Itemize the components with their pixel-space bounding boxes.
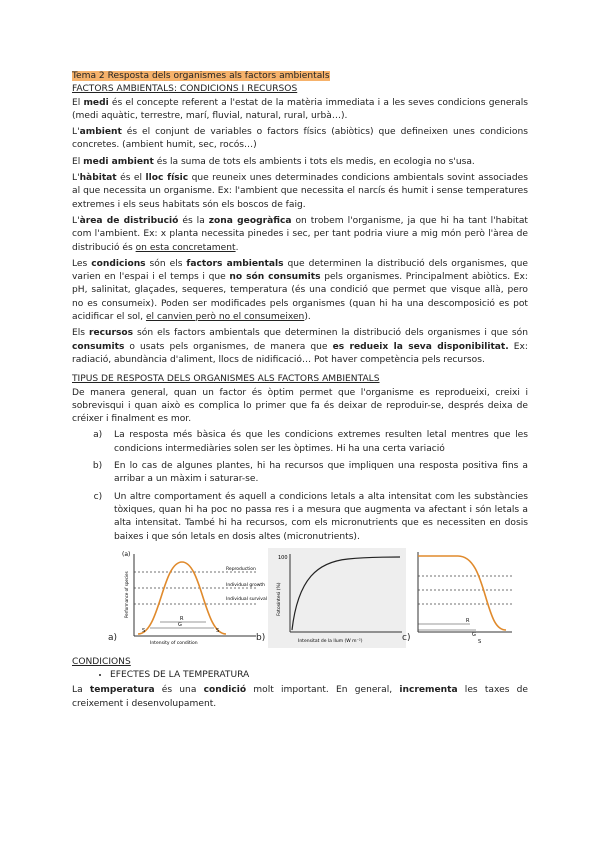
list-item: b. En lo cas de algunes plantes, hi ha recursos que impliquen una resposta positiva fins a arribar a un màxim i saturar-se. <box>108 460 528 487</box>
figure-a-ylabel: Performance of species <box>124 571 129 618</box>
paragraph-medi: El medi és el concepte referent a l'estat de la matèria immediata i a les seves condicions generals (medi aquàtic, terrestre, marí, fluvial, natural, rural, urbà…). <box>72 97 528 121</box>
response-list <box>72 429 528 543</box>
figure-c-label: c) <box>402 632 411 643</box>
figure-a-performance-curve <box>120 548 267 648</box>
figure-a-mark: S <box>216 627 220 634</box>
figure-b-tick: 100 <box>278 554 288 561</box>
paragraph-ambient: L'ambient és el conjunt de variables o factors físics (abiòtics) que defineixen unes condicions concretes. (ambient humit, sec, rocós…) <box>72 127 528 151</box>
figure-b-label: b) <box>256 632 266 643</box>
figure-a-curve <box>138 562 226 634</box>
figure-a-level: Individual growth <box>226 582 266 588</box>
paragraph-general: De manera general, quan un factor és òptim permet que l'organisme es reprodueixi, creixi i sobrevisqui i quan això es complica lo primer que fa és deixar de reproduir-se, després deixa de créixer i finalment es mor. <box>72 387 528 425</box>
figure-b-xlabel: Intensitat de la llum (W m⁻²) <box>298 638 363 644</box>
document-page <box>72 70 528 714</box>
list-item: • EFECTES DE LA TEMPERATURA <box>110 669 528 682</box>
bullet-list <box>72 669 528 682</box>
paragraph-temperatura: La temperatura és una condició molt important. En general, incrementa les taxes de creixement i desenvolupament. <box>72 685 528 709</box>
figure-c-mark: G <box>472 631 476 638</box>
paragraph-medi-ambient: El medi ambient és la suma de tots els ambients i tots els medis, en ecologia no s'usa. <box>72 156 475 167</box>
figure-a-label: a) <box>108 632 118 643</box>
figure-b-ylabel: Fotosíntesi (%) <box>277 582 282 616</box>
figure-c-curve <box>418 556 506 630</box>
figure-a-level: Reproduction <box>226 566 256 572</box>
figure-a-mark: R <box>180 615 184 622</box>
section-heading-condicions: CONDICIONS <box>72 656 131 667</box>
figure-c-toxic-curve <box>414 548 514 648</box>
figure-c-mark: S <box>478 638 482 645</box>
figure-a-mark: G <box>178 621 182 628</box>
paragraph-condicions: Les condicions són els factors ambientals que determinen la distribució dels organismes, que varien en l'espai i el temps i que no són consumits pels organismes. Principalment abiòtics. Ex: pH, salinitat, glaçades, sequeres, temperatura (és una condició que permet que visque allà, pero no es consumeix). Poden ser modificades pels organismes (quan hi ha una descomposició es pot acidificar el sol, el canvien però no el consumeixen). <box>72 258 528 323</box>
figure-a-xlabel: Intensity of condition <box>150 640 198 646</box>
figure-c-mark: R <box>466 617 470 624</box>
section-heading-factors: FACTORS AMBIENTALS: CONDICIONS I RECURSOS <box>72 84 298 95</box>
list-item: c. Un altre comportament és aquell a condicions letals a alta intensitat com les substàncies tòxiques, quan hi ha poc no passa res i a mesura que augmenta va afectant i són letals a alta intensitat. També hi ha recursos, com els micronutrients que es necessiten en dosis baixes i que són letals en dosis altes (micronutrients). <box>108 491 528 544</box>
figures-row <box>72 548 528 652</box>
figure-b-curve <box>292 557 400 630</box>
document-title: Tema 2 Resposta dels organismes als factors ambientals <box>72 71 330 81</box>
list-item: a. La resposta més bàsica és que les condicions extremes resulten letal mentres que les condicions intermediàries solen ser les òptimes. Hi ha una certa variació <box>108 429 528 456</box>
figure-b-saturation-curve <box>268 548 406 648</box>
paragraph-habitat: L'hàbitat és el lloc físic que reuneix unes determinades condicions ambientals sovint associades al que necessita un organisme. Ex: l'ambient que necessita el narcís és humit i sense temperatures extremes i els seus habitats són els boscos de faig. <box>72 173 528 210</box>
figure-a-mark: S <box>142 627 146 634</box>
figure-a-panel: (a) <box>122 550 131 558</box>
figure-a-level: Individual survival <box>226 596 267 602</box>
section-heading-tipus: TIPUS DE RESPOSTA DELS ORGANISMES ALS FACTORS AMBIENTALS <box>72 374 380 385</box>
paragraph-area: L'àrea de distribució és la zona geogràfica on trobem l'organisme, ja que hi ha tant l'habitat com l'ambient. Ex: x planta necessita pinedes i sec, per tant podria viure a mig món però l'àrea de distribució és on esta concretament. <box>72 215 528 253</box>
paragraph-recursos: Els recursos són els factors ambientals que determinen la distribució dels organismes i que són consumits o usats pels organismes, de manera que es redueix la seva disponibilitat. Ex: radiació, abundància d'aliment, llocs de nidificació… Pot haver competència pels recursos. <box>72 328 528 365</box>
